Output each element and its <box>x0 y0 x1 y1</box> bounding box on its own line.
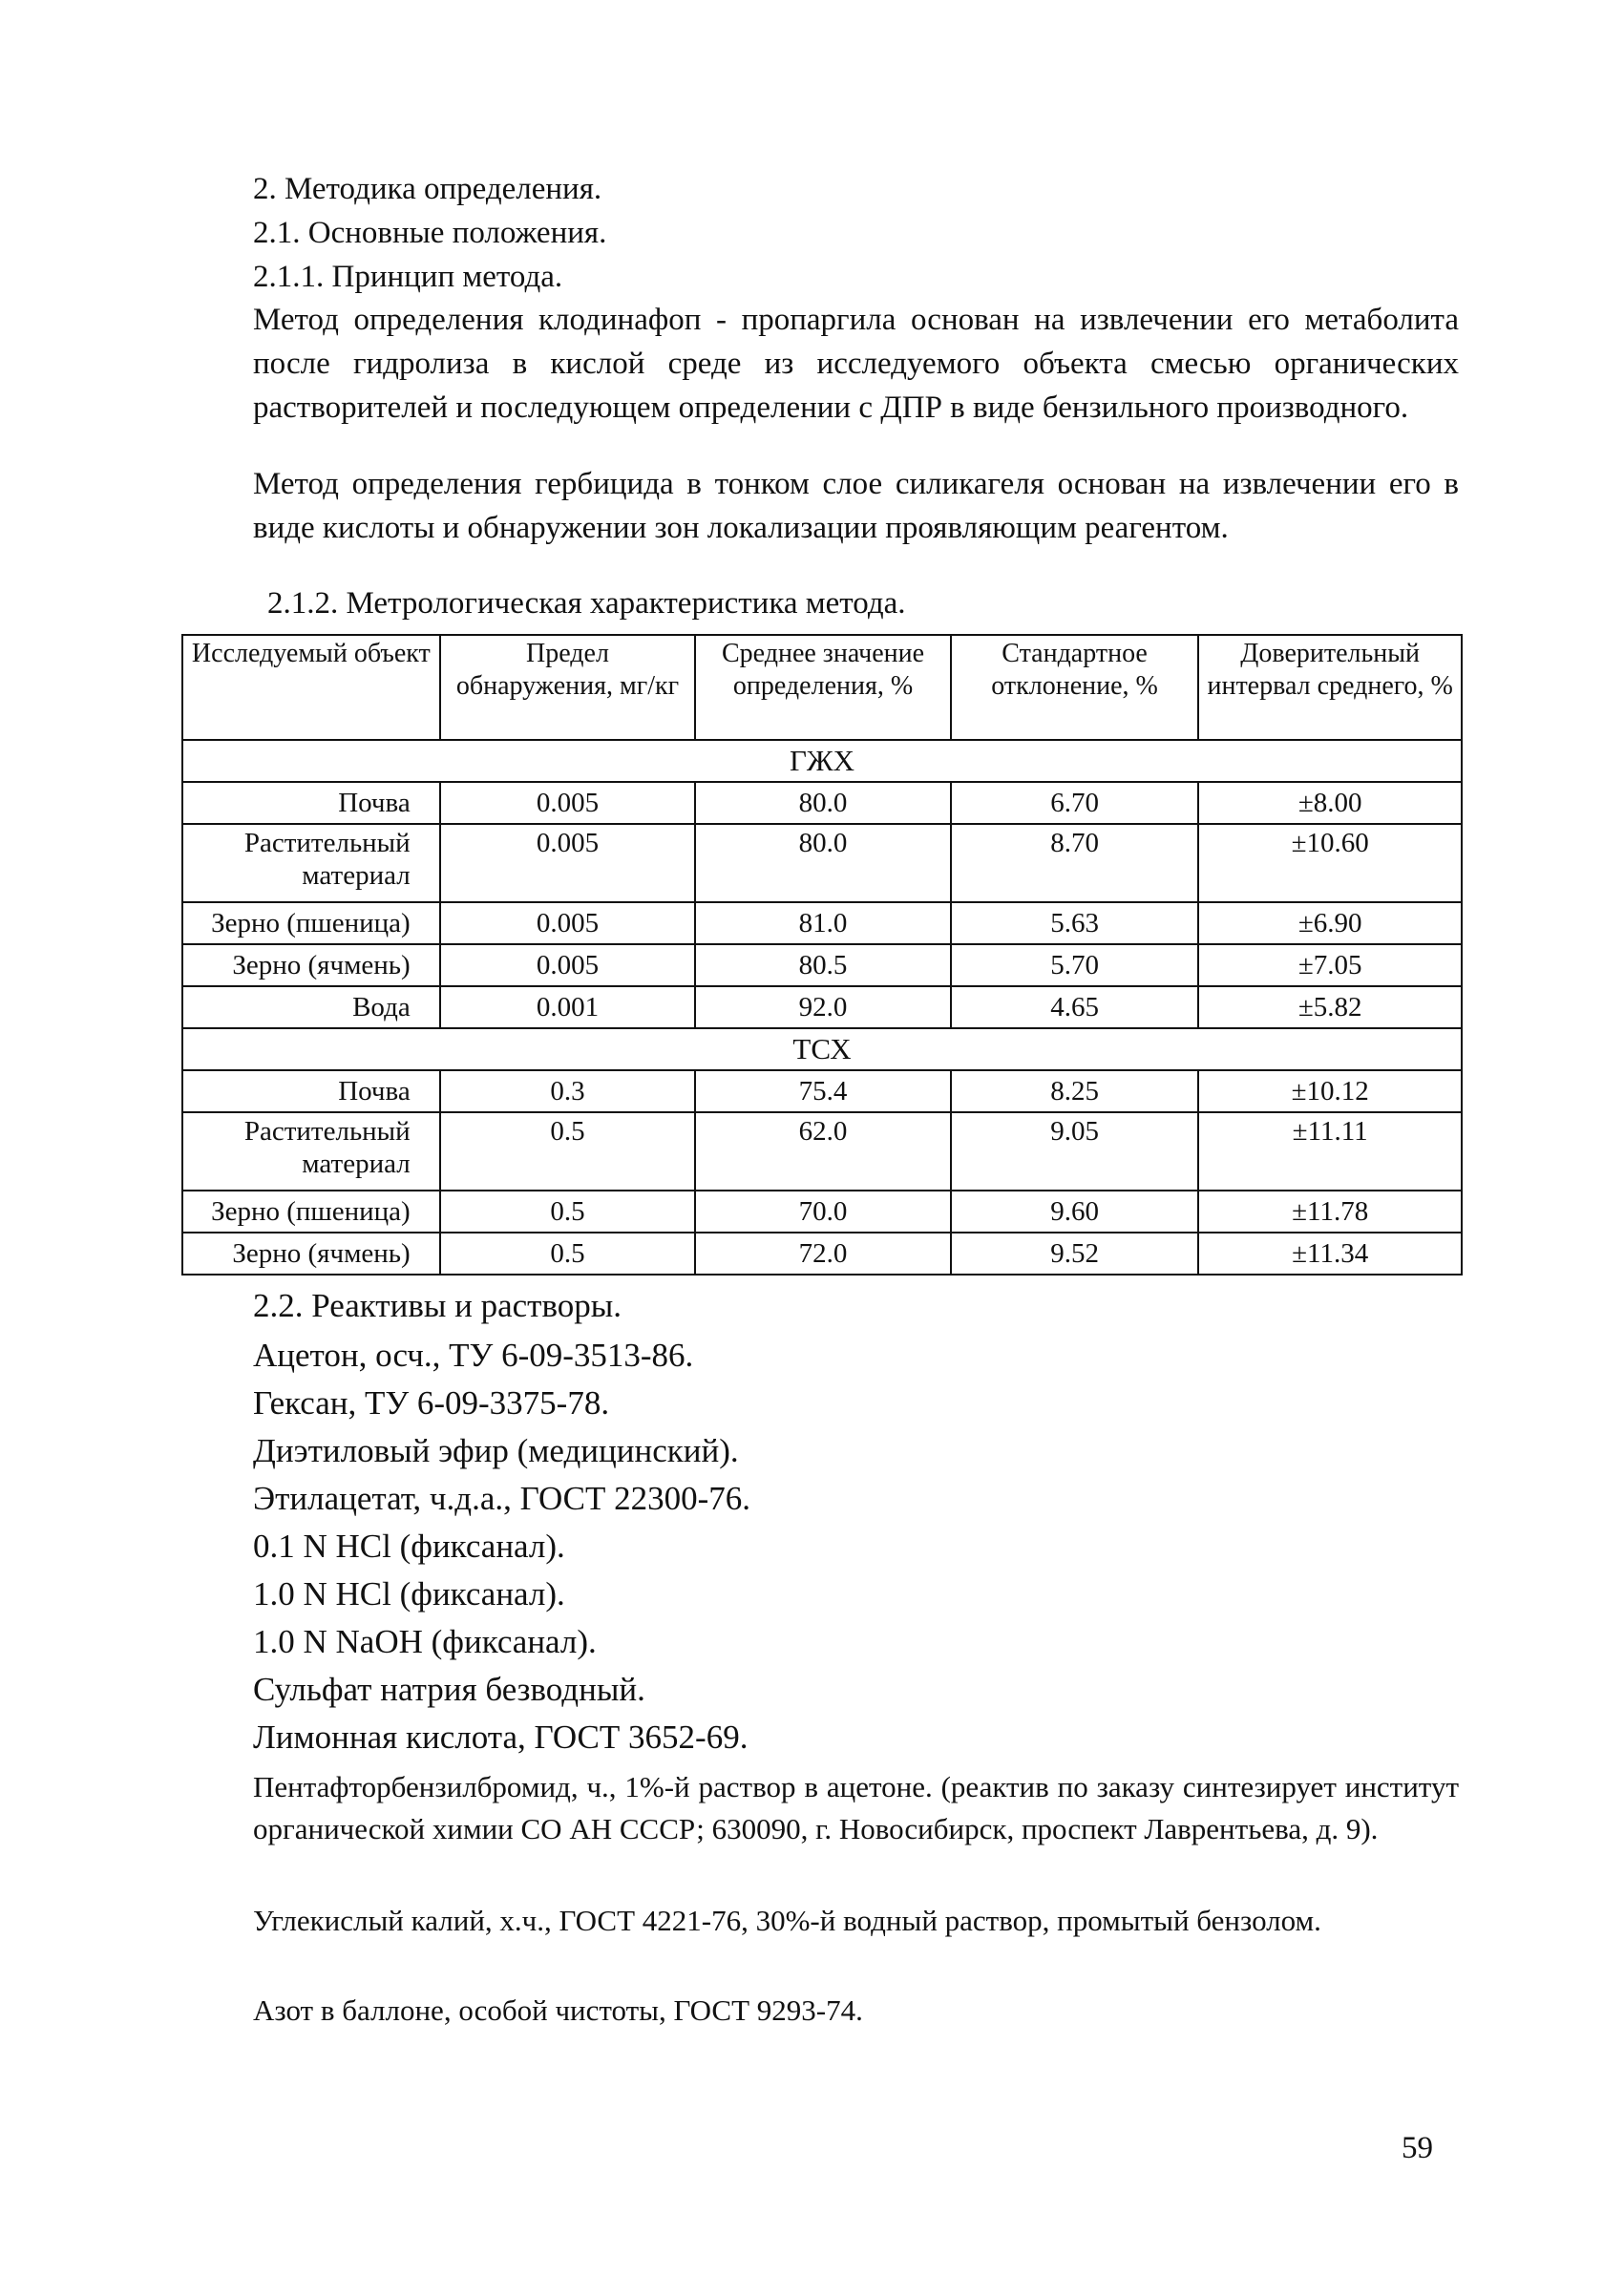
reagent-paragraph <box>175 1900 1459 1942</box>
subsection-heading: 2.1. Основные положения. <box>253 216 607 250</box>
table-row <box>182 824 1462 902</box>
table-cell: 0.3 <box>440 1070 696 1112</box>
reagent-item: 0.1 N HCl (фиксанал). <box>253 1528 565 1565</box>
table-cell: 0.005 <box>440 902 696 944</box>
table-cell: 62.0 <box>695 1112 951 1191</box>
section-heading: 2. Методика определения. <box>253 172 602 206</box>
table-cell: ±11.34 <box>1198 1233 1462 1275</box>
table-cell: 0.5 <box>440 1112 696 1191</box>
column-header: Среднее значение определения, % <box>695 635 951 740</box>
group-row <box>182 1028 1462 1070</box>
table-cell: 80.0 <box>695 782 951 824</box>
table-cell: 0.5 <box>440 1191 696 1233</box>
table-cell: 0.005 <box>440 824 696 902</box>
reagent-item: 1.0 N HCl (фиксанал). <box>253 1575 565 1613</box>
reagent-paragraph-text: Азот в баллоне, особой чистоты, ГОСТ 9293-74. <box>253 1993 863 2027</box>
table-row <box>182 1191 1462 1233</box>
reagent-item: Ацетон, осч., ТУ 6-09-3513-86. <box>253 1337 694 1374</box>
table-cell: 8.70 <box>951 824 1199 902</box>
reagent-item: Сульфат натрия безводный. <box>253 1671 645 1708</box>
table-cell: 81.0 <box>695 902 951 944</box>
table-cell: ±11.11 <box>1198 1112 1462 1191</box>
column-header: Доверительный интервал среднего, % <box>1198 635 1462 740</box>
reagent-item: 1.0 N NaOH (фиксанал). <box>253 1623 597 1660</box>
reagent-paragraph <box>175 1766 1459 1850</box>
group-label-gc: ГЖХ <box>182 740 1462 782</box>
table-cell: Почва <box>182 782 440 824</box>
table-cell: Вода <box>182 986 440 1028</box>
metrology-table <box>181 634 1463 1276</box>
table-row <box>182 1233 1462 1275</box>
table-cell: 0.001 <box>440 986 696 1028</box>
table-caption: 2.1.2. Метрологическая характеристика метода. <box>267 586 906 621</box>
table-cell: 70.0 <box>695 1191 951 1233</box>
reagent-paragraph-text: Углекислый калий, х.ч., ГОСТ 4221-76, 30%-й водный раствор, промытый бензолом. <box>253 1904 1321 1937</box>
table-row <box>182 1070 1462 1112</box>
reagent-paragraph-text: Пентафторбензилбромид, ч., 1%-й раствор в ацетоне. (реактив по заказу синтезирует институт органической химии СО АН СССР; 630090, г. Новосибирск, проспект Лаврентьева, д. 9). <box>253 1770 1459 1845</box>
table-cell: Зерно (пшеница) <box>182 902 440 944</box>
table-cell: ±8.00 <box>1198 782 1462 824</box>
table-cell: 80.5 <box>695 944 951 986</box>
table-row <box>182 902 1462 944</box>
table-cell: 9.05 <box>951 1112 1199 1191</box>
table-row <box>182 944 1462 986</box>
subsubsection-heading: 2.1.1. Принцип метода. <box>253 260 563 294</box>
table-cell: 5.63 <box>951 902 1199 944</box>
table-cell: 0.005 <box>440 782 696 824</box>
reagent-item: Диэтиловый эфир (медицинский). <box>253 1432 739 1469</box>
table-cell: 5.70 <box>951 944 1199 986</box>
table-cell: ±6.90 <box>1198 902 1462 944</box>
reagent-paragraph <box>175 1990 1459 2032</box>
table-header-row <box>182 635 1462 740</box>
table-row <box>182 986 1462 1028</box>
table-cell: Растительный материал <box>182 1112 440 1191</box>
paragraph-text: Метод определения гербицида в тонком слое силикагеля основан на извлечении его в виде кислоты и обнаружении зон локализации проявляющим реагентом. <box>253 467 1459 545</box>
table-cell: Зерно (ячмень) <box>182 944 440 986</box>
column-header: Предел обнаружения, мг/кг <box>440 635 696 740</box>
table-cell: 4.65 <box>951 986 1199 1028</box>
table-cell: ±7.05 <box>1198 944 1462 986</box>
table-cell: 9.52 <box>951 1233 1199 1275</box>
table-cell: Растительный материал <box>182 824 440 902</box>
group-label-tlc: ТСХ <box>182 1028 1462 1070</box>
table-cell: Почва <box>182 1070 440 1112</box>
table-cell: 8.25 <box>951 1070 1199 1112</box>
column-header: Стандартное отклонение, % <box>951 635 1199 740</box>
paragraph-text: Метод определения клодинафоп - пропаргила основан на извлечении его метаболита после гидролиза в кислой среде из исследуемого объекта смесью органических растворителей и последующем определении с ДПР в виде бензильного производного. <box>253 303 1459 425</box>
table-row <box>182 1112 1462 1191</box>
table-cell: Зерно (пшеница) <box>182 1191 440 1233</box>
table-cell: 80.0 <box>695 824 951 902</box>
reagents-heading: 2.2. Реактивы и растворы. <box>253 1287 622 1324</box>
table-cell: Зерно (ячмень) <box>182 1233 440 1275</box>
table-cell: 72.0 <box>695 1233 951 1275</box>
table-cell: ±11.78 <box>1198 1191 1462 1233</box>
table-cell: 6.70 <box>951 782 1199 824</box>
paragraph-principle-tlc <box>175 462 1459 550</box>
table-cell: 9.60 <box>951 1191 1199 1233</box>
table-cell: 0.5 <box>440 1233 696 1275</box>
paragraph-principle-gc <box>175 298 1459 430</box>
reagent-item: Лимонная кислота, ГОСТ 3652-69. <box>253 1718 749 1756</box>
reagent-item: Гексан, ТУ 6-09-3375-78. <box>253 1384 610 1422</box>
table-cell: 92.0 <box>695 986 951 1028</box>
column-header: Исследуемый объект <box>182 635 440 740</box>
table-cell: 0.005 <box>440 944 696 986</box>
table-cell: ±10.12 <box>1198 1070 1462 1112</box>
reagent-item: Этилацетат, ч.д.а., ГОСТ 22300-76. <box>253 1480 751 1517</box>
group-row <box>182 740 1462 782</box>
table-cell: 75.4 <box>695 1070 951 1112</box>
table-cell: ±10.60 <box>1198 824 1462 902</box>
page-number: 59 <box>1402 2131 1433 2165</box>
table-row <box>182 782 1462 824</box>
table-cell: ±5.82 <box>1198 986 1462 1028</box>
